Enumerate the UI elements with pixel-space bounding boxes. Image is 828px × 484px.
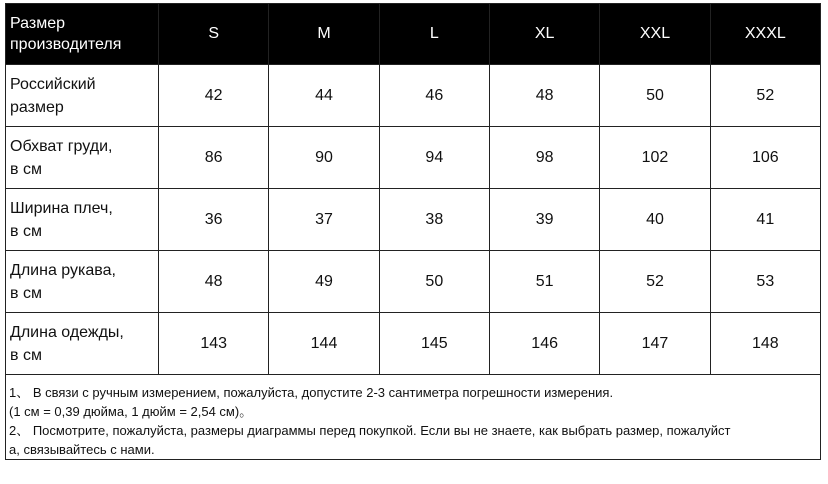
table-cell: 98 — [489, 127, 599, 189]
table-row — [6, 313, 821, 375]
table-cell: 38 — [379, 189, 489, 251]
note-line: 1、 В связи с ручным измерением, пожалуйста, допустите 2-3 сантиметра погрешности измерения. — [9, 385, 614, 400]
table-cell: 48 — [489, 65, 599, 127]
table-cell: 41 — [710, 189, 820, 251]
size-table — [5, 3, 821, 375]
table-cell: 145 — [379, 313, 489, 375]
table-cell: 50 — [600, 65, 710, 127]
header-cell-label: Размер производителя — [6, 4, 159, 65]
table-cell: 42 — [159, 65, 269, 127]
table-cell: 94 — [379, 127, 489, 189]
table-cell: 50 — [379, 251, 489, 313]
size-chart — [5, 3, 821, 460]
table-cell: 148 — [710, 313, 820, 375]
table-cell: 36 — [159, 189, 269, 251]
table-cell: 40 — [600, 189, 710, 251]
table-cell: 51 — [489, 251, 599, 313]
table-cell: 39 — [489, 189, 599, 251]
table-row — [6, 251, 821, 313]
table-cell: 53 — [710, 251, 820, 313]
table-cell: 48 — [159, 251, 269, 313]
header-cell-size: XXXL — [710, 4, 820, 65]
note-line: (1 см = 0,39 дюйма, 1 дюйм = 2,54 см)。 — [9, 404, 253, 419]
header-cell-size: XXL — [600, 4, 710, 65]
header-cell-size: M — [269, 4, 379, 65]
header-cell-size: XL — [489, 4, 599, 65]
table-row — [6, 127, 821, 189]
table-cell: 90 — [269, 127, 379, 189]
note-line: а, связывайтесь с нами. — [9, 442, 155, 457]
table-cell: 144 — [269, 313, 379, 375]
row-label: Ширина плеч, в см — [6, 189, 159, 251]
table-cell: 52 — [600, 251, 710, 313]
table-cell: 143 — [159, 313, 269, 375]
table-cell: 106 — [710, 127, 820, 189]
table-cell: 102 — [600, 127, 710, 189]
table-cell: 44 — [269, 65, 379, 127]
table-cell: 52 — [710, 65, 820, 127]
table-row — [6, 65, 821, 127]
table-row — [6, 189, 821, 251]
header-cell-size: L — [379, 4, 489, 65]
table-cell: 37 — [269, 189, 379, 251]
table-cell: 49 — [269, 251, 379, 313]
notes-box — [5, 375, 821, 460]
note-line: 2、 Посмотрите, пожалуйста, размеры диаграммы перед покупкой. Если вы не знаете, как выбрать размер, пожалуйст — [9, 423, 731, 438]
table-cell: 86 — [159, 127, 269, 189]
table-body — [6, 65, 821, 375]
header-row — [6, 4, 821, 65]
row-label: Длина одежды, в см — [6, 313, 159, 375]
table-cell: 46 — [379, 65, 489, 127]
table-cell: 147 — [600, 313, 710, 375]
table-cell: 146 — [489, 313, 599, 375]
row-label: Российский размер — [6, 65, 159, 127]
row-label: Длина рукава, в см — [6, 251, 159, 313]
header-cell-size: S — [159, 4, 269, 65]
row-label: Обхват груди, в см — [6, 127, 159, 189]
